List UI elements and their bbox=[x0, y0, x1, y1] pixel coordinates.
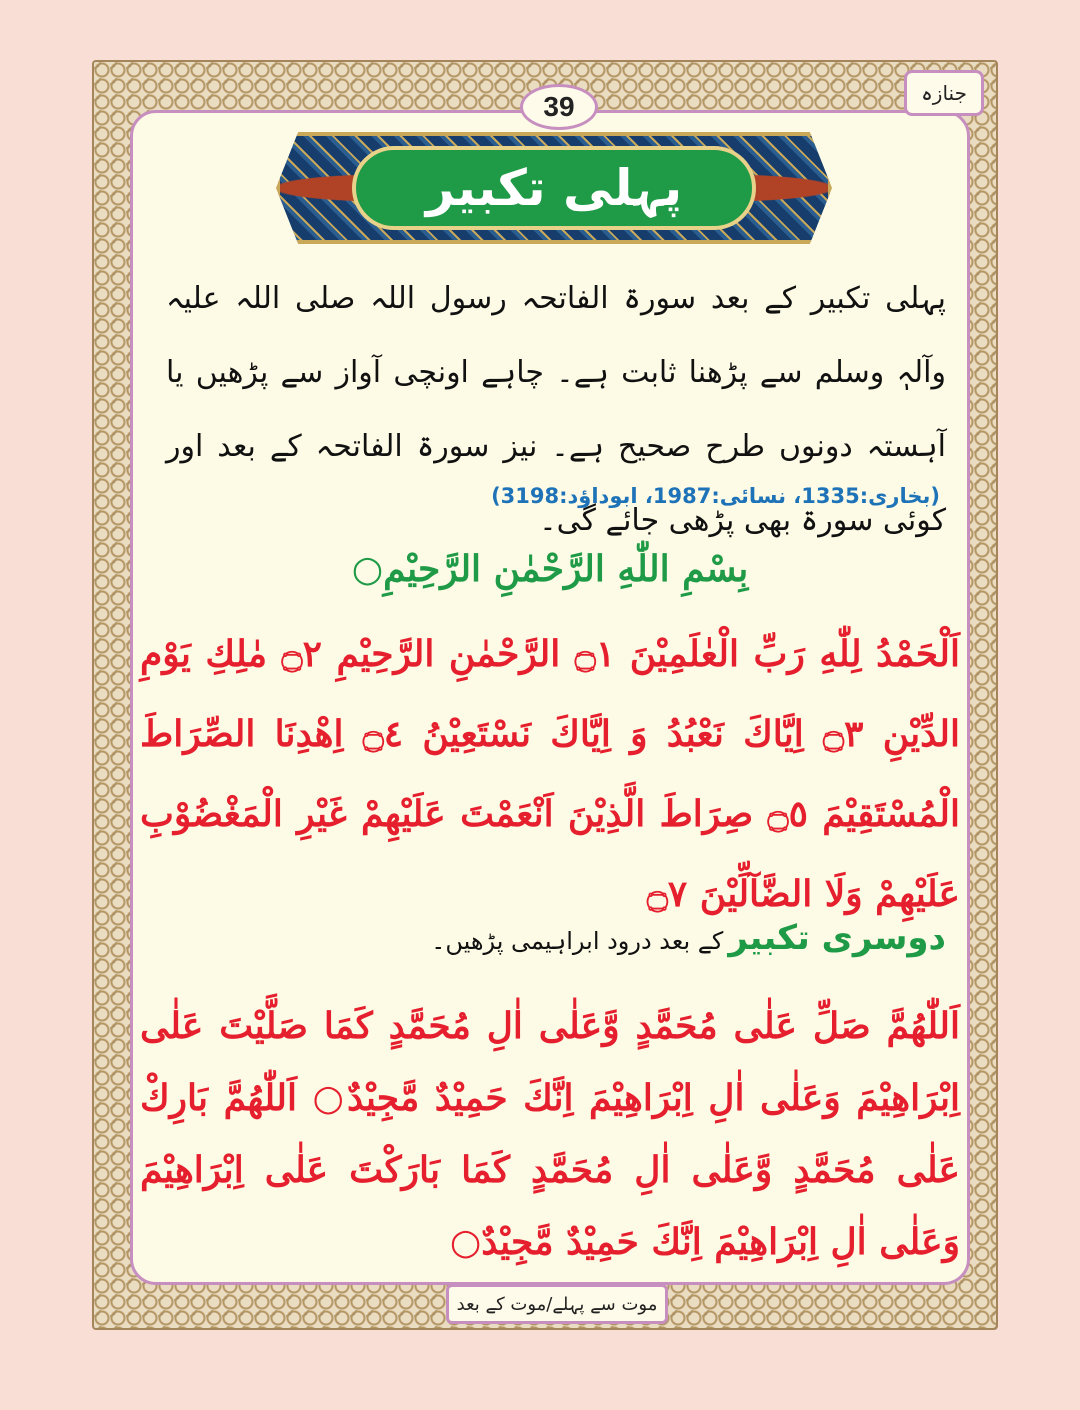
surah-fatiha-text: اَلْحَمْدُ لِلّٰهِ رَبِّ الْعٰلَمِيْنَ ۝١ الرَّحْمٰنِ الرَّحِيْمِ ۝٢ مٰلِكِ يَوْمِ الدِّيْنِ ۝٣ اِيَّاكَ نَعْبُدُ وَ اِيَّاكَ نَسْتَعِيْنُ ۝٤ اِهْدِنَا الصِّرَاطَ الْمُسْتَقِيْمَ ۝٥ صِرَاطَ الَّذِيْنَ اَنْعَمْتَ عَلَيْهِمْ غَيْرِ الْمَغْضُوْبِ عَلَيْهِمْ وَلَا الضَّآلِّيْنَ ۝٧ bbox=[140, 633, 961, 915]
title-banner bbox=[352, 146, 756, 230]
section-tag: جنازہ bbox=[904, 70, 984, 116]
bismillah: بِسْمِ اللّٰهِ الرَّحْمٰنِ الرَّحِيْمِ○ bbox=[351, 548, 749, 590]
second-takbeer-heading bbox=[166, 918, 946, 958]
second-takbeer-title: دوسری تکبیر bbox=[728, 918, 946, 958]
intro-paragraph: پہلی تکبیر کے بعد سورۃ الفاتحہ رسول اللہ صلی اللہ علیہ وآلہٖ وسلم سے پڑھنا ثابت ہے۔ چاہے اونچی آواز سے پڑھیں یا آہستہ دونوں طرح صحیح ہے۔ نیز سورۃ الفاتحہ کے بعد اور کوئی سورۃ بھی پڑھی جائے گی۔ bbox=[166, 281, 946, 538]
durood-ibrahimi-text: اَللّٰهُمَّ صَلِّ عَلٰى مُحَمَّدٍ وَّعَلٰى اٰلِ مُحَمَّدٍ كَمَا صَلَّيْتَ عَلٰى اِبْرَاهِيْمَ وَعَلٰى اٰلِ اِبْرَاهِيْمَ اِنَّكَ حَمِيْدٌ مَّجِيْدٌ○ اَللّٰهُمَّ بَارِكْ عَلٰى مُحَمَّدٍ وَّعَلٰى اٰلِ مُحَمَّدٍ كَمَا بَارَكْتَ عَلٰى اِبْرَاهِيْمَ وَعَلٰى اٰلِ اِبْرَاهِيْمَ اِنَّكَ حَمِيْدٌ مَّجِيْدٌ○ bbox=[140, 1005, 960, 1263]
second-takbeer-instruction: کے بعد درود ابراہیمی پڑھیں۔ bbox=[431, 927, 724, 955]
footer-book-title: موت سے پہلے/موت کے بعد bbox=[446, 1284, 668, 1324]
hadith-reference: (بخاری:1335، نسائی:1987، ابوداؤد:3198) bbox=[491, 484, 940, 508]
page-title: پہلی تکبیر bbox=[425, 159, 683, 217]
page-number: 39 bbox=[520, 84, 598, 130]
